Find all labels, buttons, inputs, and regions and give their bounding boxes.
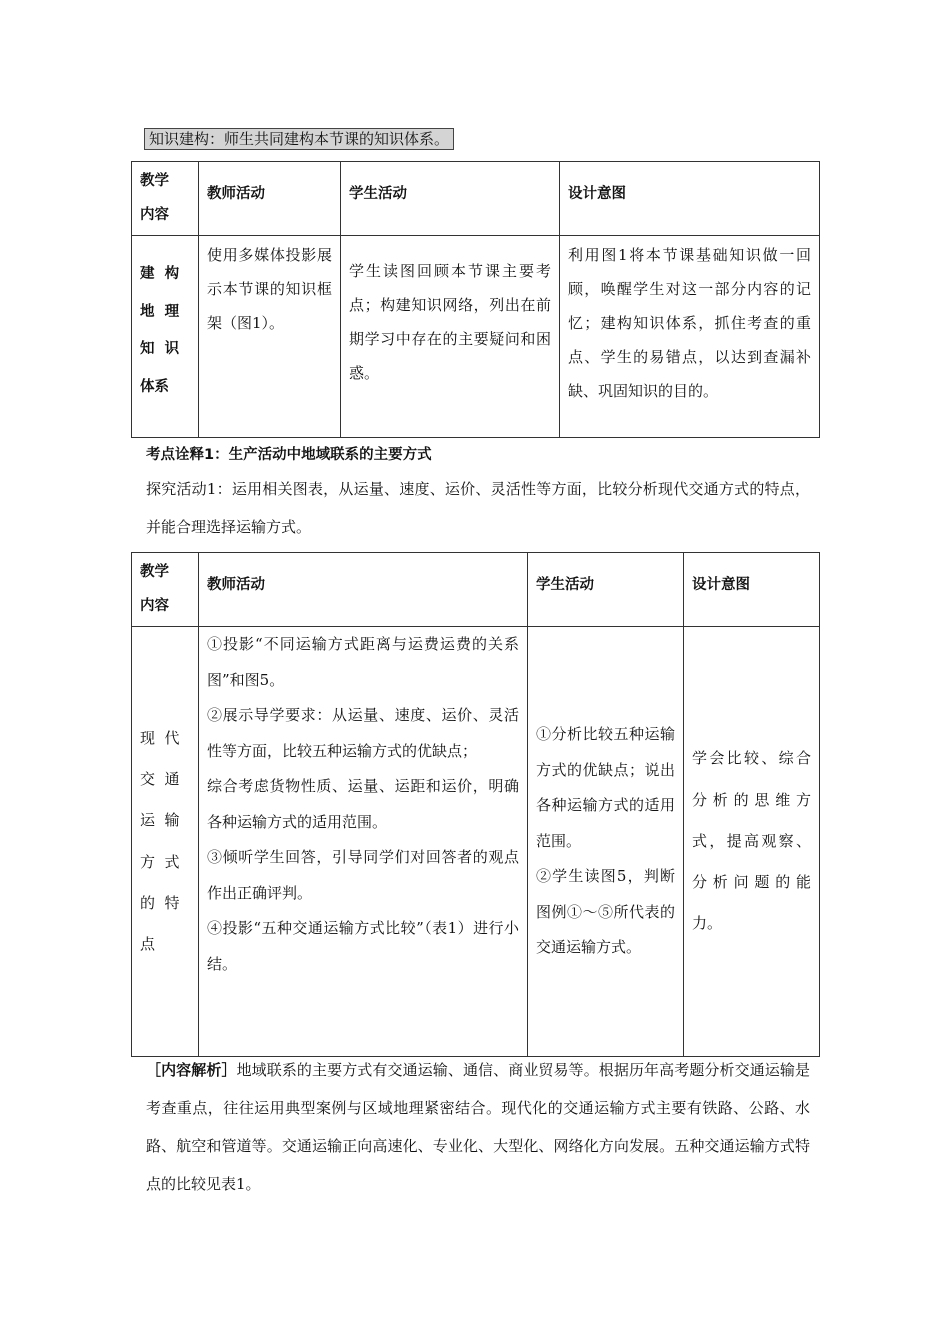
content-line: 方 式 xyxy=(140,852,180,871)
header-line: 教学 xyxy=(140,173,169,189)
cell-teacher-activity xyxy=(199,627,528,1057)
content-line: 现 代 xyxy=(140,728,180,747)
cell-design-intent: 学会比较、综合分析的思维方式，提高观察、分析问题的能力。 xyxy=(684,627,820,1057)
cell-student-activity: 学生读图回顾本节课主要考点；构建知识网络，列出在前期学习中存在的主要疑问和困惑。 xyxy=(341,236,560,438)
cell-design-intent: 利用图1将本节课基础知识做一回顾，唤醒学生对这一部分内容的记忆；建构知识体系，抓住考查的重点、学生的易错点，以达到查漏补缺、巩固知识的目的。 xyxy=(560,236,820,438)
content-line: 地 理 xyxy=(140,303,180,320)
content-line: 体系 xyxy=(140,378,169,395)
teacher-step: ①投影“不同运输方式距离与运费运费的关系图”和图5。 xyxy=(207,635,519,689)
student-step: ①分析比较五种运输方式的优缺点；说出各种运输方式的适用范围。 xyxy=(536,725,675,850)
header-student-activity: 学生活动 xyxy=(528,553,684,627)
content-line: 点 xyxy=(140,935,156,954)
header-teacher-activity: 教师活动 xyxy=(199,162,341,236)
teacher-step: ②展示导学要求：从运量、速度、运价、灵活性等方面，比较五种运输方式的优缺点； xyxy=(207,706,519,760)
activity1-text: 探究活动1：运用相关图表，从运量、速度、运价、灵活性等方面，比较分析现代交通方式的特点，并能合理选择运输方式。 xyxy=(146,480,810,536)
analysis-text: 地域联系的主要方式有交通运输、通信、商业贸易等。根据历年高考题分析交通运输是考查重点，往往运用典型案例与区域地理紧密结合。现代化的交通运输方式主要有铁路、公路、水路、航空和管道等。交通运输正向高速化、专业化、大型化、网络化方向发展。五种交通运输方式特点的比较见表1。 xyxy=(146,1061,810,1193)
header-design-intent: 设计意图 xyxy=(684,553,820,627)
student-step: ②学生读图5，判断图例①～⑤所代表的交通运输方式。 xyxy=(536,867,675,957)
header-student-activity: 学生活动 xyxy=(341,162,560,236)
header-line: 教学 xyxy=(140,564,169,580)
content-line: 知 识 xyxy=(140,341,180,357)
teacher-step: ③倾听学生回答，引导同学们对回答者的观点作出正确评判。 xyxy=(207,848,519,902)
header-teaching-content xyxy=(132,553,199,627)
header-line: 内容 xyxy=(140,598,169,614)
content-line: 的 特 xyxy=(140,893,180,912)
header-design-intent: 设计意图 xyxy=(560,162,820,236)
cell-content xyxy=(132,627,199,1057)
section1-title: 考点诠释1：生产活动中地域联系的主要方式 xyxy=(146,447,432,463)
teacher-step: 综合考虑货物性质、运量、运距和运价，明确各种运输方式的适用范围。 xyxy=(207,777,519,831)
cell-student-activity xyxy=(528,627,684,1057)
header-line: 内容 xyxy=(140,207,169,223)
analysis-paragraph xyxy=(146,1051,810,1203)
cell-content xyxy=(132,236,199,438)
content-line: 交 通 xyxy=(140,769,180,788)
analysis-label: ［内容解析］ xyxy=(146,1061,237,1079)
content-line: 运 输 xyxy=(140,811,180,830)
cell-teacher-activity: 使用多媒体投影展示本节课的知识框架（图1）。 xyxy=(199,236,341,438)
content-line: 建 构 xyxy=(140,266,180,282)
header-teaching-content xyxy=(132,162,199,236)
section-heading: 知识建构：师生共同建构本节课的知识体系。 xyxy=(144,128,454,150)
knowledge-table xyxy=(131,161,820,438)
header-teacher-activity: 教师活动 xyxy=(199,553,528,627)
transport-table xyxy=(131,552,820,1057)
teacher-step: ④投影“五种交通运输方式比较”（表1）进行小结。 xyxy=(207,919,519,973)
